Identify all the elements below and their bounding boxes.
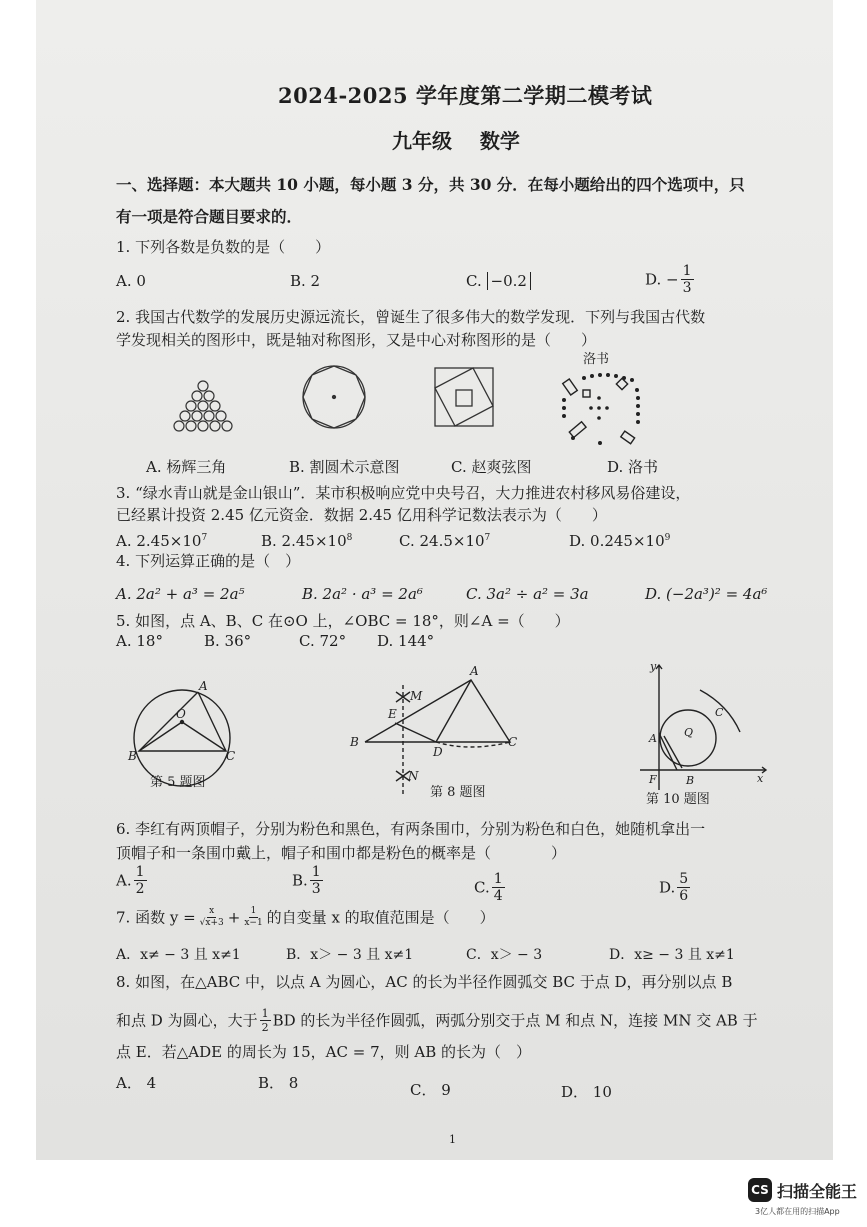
q8-line1: 8. 如图，在△ABC 中，以点 A 为圆心，AC 的长为半径作圆弧交 BC 于点 D，再分别以点 B — [116, 973, 733, 991]
gedyuan-figure — [303, 366, 365, 428]
q3-option-d: D. $0.245\times 10^9$ — [569, 532, 671, 550]
q6-option-a: A. $\frac{1}{2}$ — [116, 864, 145, 897]
q1-stem: 1. 下列各数是负数的是（ ） — [116, 238, 331, 256]
section-heading-line2: 有一项是符合题目要求的． — [116, 207, 303, 226]
q8-option-d: D． 10 — [561, 1083, 612, 1101]
fig5-label-o: O — [176, 707, 186, 721]
q8-option-b: B． 8 — [258, 1074, 299, 1092]
q1-option-c: C. −0.2 — [466, 271, 531, 291]
fig10-caption: 第 10 题图 — [646, 792, 710, 807]
q6-line1: 6. 李红有两顶帽子，分别为粉色和黑色，有两条围巾，分别为粉色和白色，她随机拿出一 — [116, 820, 706, 838]
q3-line2: 已经累计投资 2.45 亿元资金．数据 2.45 亿用科学记数法表示为（ ） — [116, 506, 607, 524]
q6-option-c: C. $\frac{1}{4}$ — [474, 871, 503, 904]
figure-q10 — [640, 665, 766, 790]
q7-option-c: C．x＞ − 3 — [466, 947, 543, 963]
q6-option-b: B. $\frac{1}{3}$ — [292, 864, 321, 897]
fig8-label-b: B — [350, 735, 359, 749]
fig8-label-n: N — [408, 769, 419, 783]
q6-option-d: D. $\frac{5}{6}$ — [659, 871, 689, 904]
q2-option-c: C. 赵爽弦图 — [451, 458, 532, 476]
q5-option-b: B. 36° — [204, 632, 252, 650]
q4-option-c: C. 3a² ÷ a² = 3a — [466, 585, 589, 603]
fig10-label-a: A — [649, 732, 657, 745]
fig8-caption: 第 8 题图 — [430, 785, 486, 800]
q7-option-b: B．x＞ − 3 且 x≠1 — [286, 947, 414, 963]
q5-stem: 5. 如图，点 A、B、C 在⊙O 上，∠OBC = 18°，则∠A =（ ） — [116, 612, 570, 630]
figure-q8 — [365, 680, 510, 795]
q1-option-d: D. − $\frac{1}{3}$ — [645, 263, 692, 296]
fig5-caption: 第 5 题图 — [150, 775, 206, 790]
q5-option-c: C. 72° — [299, 632, 347, 650]
fig8-label-c: C — [508, 735, 518, 749]
fig10-label-c: C — [715, 706, 724, 719]
q2-line1: 2. 我国古代数学的发展历史源远流长，曾诞生了很多伟大的数学发现．下列与我国古代数 — [116, 308, 706, 326]
luoshu-caption: 洛书 — [583, 352, 610, 367]
fig10-label-f: F — [649, 773, 657, 786]
q5-option-d: D. 144° — [377, 632, 435, 650]
q2-option-a: A. 杨辉三角 — [146, 458, 227, 476]
fig8-label-d: D — [433, 745, 443, 759]
q4-option-d: D. (−2a³)² = 4a⁶ — [645, 585, 768, 603]
q7-stem: 7. 函数 y = $\frac{x}{√x+3}$ + $\frac{1}{x-1}$ 的自变量 x 的取值范围是（ ） — [116, 906, 495, 928]
fig10-label-y: y — [650, 660, 657, 673]
q2-option-b: B. 割圆术示意图 — [289, 458, 400, 476]
q6-line2: 顶帽子和一条围巾戴上，帽子和围巾都是粉色的概率是（ ） — [116, 844, 567, 862]
page-number: 1 — [449, 1133, 456, 1146]
q8-line3: 点 E．若△ADE 的周长为 15，AC = 7，则 AB 的长为（ ） — [116, 1043, 532, 1061]
q4-option-b: B. 2a² · a³ = 2a⁶ — [302, 585, 423, 603]
fig5-label-b: B — [128, 749, 137, 763]
q8-option-a: A． 4 — [116, 1074, 157, 1092]
camscanner-logo-icon: CS — [748, 1178, 772, 1202]
exam-title: 2024-2025 学年度第二学期二模考试 — [278, 83, 653, 108]
fig10-label-b: B — [686, 774, 695, 787]
q5-option-a: A. 18° — [116, 632, 163, 650]
q1-option-a: A. 0 — [116, 272, 146, 290]
q7-option-a: A．x≠ − 3 且 x≠1 — [116, 947, 241, 963]
fig5-label-a: A — [199, 679, 208, 693]
fig8-label-m: M — [410, 689, 423, 703]
section-heading-line1: 一、选择题：本大题共 10 小题，每小题 3 分，共 30 分．在每小题给出的四个选项中，只 — [116, 175, 745, 194]
yanghui-triangle-figure — [174, 381, 232, 431]
q2-line2: 学发现相关的图形中，既是轴对称图形，又是中心对称图形的是（ ） — [116, 331, 597, 349]
fig5-label-c: C — [226, 749, 236, 763]
fig8-label-a: A — [470, 664, 479, 678]
q4-stem: 4. 下列运算正确的是（ ） — [116, 552, 301, 570]
q3-option-b: B. $2.45\times 10^8$ — [261, 532, 353, 550]
q1-option-b: B. 2 — [290, 272, 321, 290]
q2-option-d: D. 洛书 — [607, 458, 659, 476]
fig10-label-x: x — [757, 772, 764, 785]
fig8-label-e: E — [388, 707, 397, 721]
app-tagline: 3亿人都在用的扫描App — [755, 1207, 840, 1216]
app-name: 扫描全能王 — [777, 1182, 858, 1201]
q3-line1: 3. “绿水青山就是金山银山”．某市积极响应党中央号召，大力推进农村移风易俗建设， — [116, 484, 691, 502]
figure-q5 — [134, 690, 230, 786]
q3-option-c: C. $24.5\times 10^7$ — [399, 532, 491, 550]
q2-figures — [0, 350, 867, 460]
q7-option-d: D．x≥ − 3 且 x≠1 — [609, 947, 735, 963]
q1-abs-value: −0.2 — [487, 272, 531, 290]
zhaoshuang-figure — [435, 368, 493, 426]
q8-line2: 和点 D 为圆心，大于 $\frac{1}{2}$ BD 的长为半径作圆弧，两弧分别交于点 M 和点 N，连接 MN 交 AB 于 — [116, 1007, 758, 1034]
q3-option-a: A. $2.45\times 10^7$ — [116, 532, 208, 550]
q4-option-a: A. 2a² + a³ = 2a⁵ — [116, 585, 245, 603]
fig10-label-q: Q — [684, 726, 694, 739]
luoshu-figure — [562, 351, 640, 445]
exam-subtitle: 九年级 数学 — [392, 129, 520, 153]
q8-option-c: C． 9 — [410, 1081, 451, 1099]
